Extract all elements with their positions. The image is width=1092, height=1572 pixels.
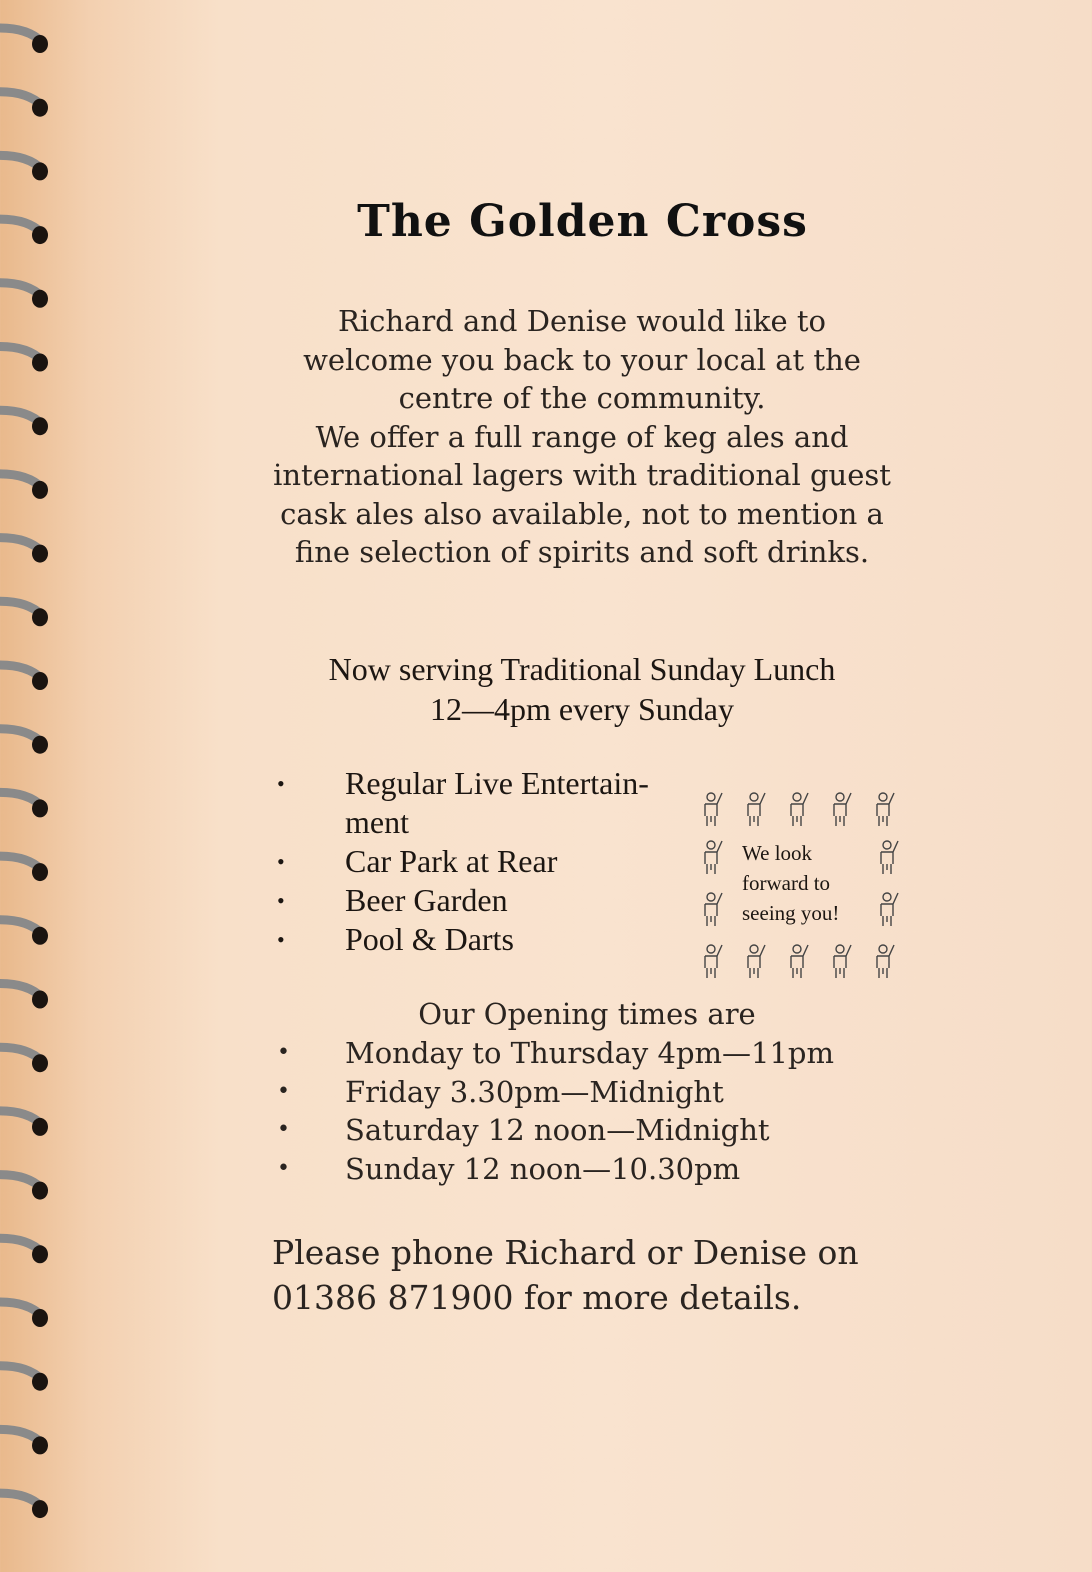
waving-person-icon <box>872 790 898 828</box>
binding-hole <box>32 35 48 53</box>
binding-hole <box>32 1118 48 1136</box>
binding-hole <box>32 481 48 499</box>
opening-times-heading: Our Opening times are <box>418 997 756 1031</box>
binding-hole <box>32 545 48 563</box>
list-item <box>272 764 692 842</box>
contact-line: Please phone Richard or Denise on <box>272 1233 859 1272</box>
waving-person-icon <box>743 790 769 828</box>
intro-line: cask ales also available, not to mention a <box>280 496 884 531</box>
list-item <box>272 1034 912 1073</box>
binding-hole <box>32 927 48 945</box>
waving-person-icon <box>700 838 726 876</box>
bullet: • <box>277 771 285 796</box>
list-item <box>272 881 692 920</box>
list-item <box>272 1150 912 1189</box>
waving-person-icon <box>829 942 855 980</box>
feature-text: Pool & Darts <box>345 921 514 957</box>
binding-hole <box>32 1309 48 1327</box>
welcome-line: We look <box>742 841 813 865</box>
intro-line: welcome you back to your local at the <box>303 342 861 377</box>
welcome-line: forward to <box>742 871 831 895</box>
binding-hole <box>32 99 48 117</box>
binding-hole <box>32 863 48 881</box>
waving-person-icon <box>786 790 812 828</box>
contact-line: 01386 871900 for more details. <box>272 1278 802 1317</box>
hours-text: Saturday 12 noon—Midnight <box>345 1113 770 1147</box>
waving-person-icon <box>876 890 902 928</box>
binding-hole <box>32 290 48 308</box>
binding-hole <box>32 608 48 626</box>
list-item <box>272 1073 912 1112</box>
feature-text: Beer Garden <box>345 882 508 918</box>
waving-person-icon <box>829 790 855 828</box>
bullet: • <box>277 888 285 913</box>
welcome-line: seeing you! <box>742 901 840 925</box>
bullet: • <box>277 849 285 874</box>
features-list <box>272 764 692 959</box>
bullet: • <box>277 1040 290 1065</box>
waving-person-icon <box>700 942 726 980</box>
intro-line: Richard and Denise would like to <box>338 304 826 338</box>
lunch-line: 12—4pm every Sunday <box>430 691 734 727</box>
binding-hole <box>32 672 48 690</box>
lunch-line: Now serving Traditional Sunday Lunch <box>328 651 836 687</box>
hours-text: Sunday 12 noon—10.30pm <box>345 1151 741 1186</box>
welcome-message <box>742 838 877 928</box>
waving-person-icon <box>876 838 902 876</box>
binding-hole <box>32 354 48 372</box>
binding-hole <box>32 1436 48 1454</box>
binding-hole <box>32 1054 48 1072</box>
page-title: The Golden Cross <box>357 196 808 247</box>
binding-hole <box>32 1500 48 1518</box>
binding-hole <box>32 417 48 435</box>
waving-person-icon <box>786 942 812 980</box>
bullet: • <box>277 927 285 952</box>
binding-hole <box>32 799 48 817</box>
hours-text: Friday 3.30pm—Midnight <box>345 1074 724 1109</box>
waving-person-icon <box>700 890 726 928</box>
binding-hole <box>32 736 48 754</box>
contact-info <box>272 1230 972 1320</box>
list-item <box>272 842 692 881</box>
list-item <box>272 1111 912 1150</box>
intro-line: international lagers with traditional guest <box>273 458 891 492</box>
binding-hole <box>32 991 48 1009</box>
intro-line: We offer a full range of keg ales and <box>315 419 849 454</box>
intro-line: fine selection of spirits and soft drinks. <box>294 535 870 569</box>
list-item <box>272 920 692 959</box>
bullet: • <box>277 1117 290 1142</box>
hours-text: Monday to Thursday 4pm—11pm <box>345 1036 834 1070</box>
intro-line: centre of the community. <box>398 381 766 415</box>
waving-person-icon <box>700 790 726 828</box>
opening-hours-list <box>272 1034 912 1188</box>
binding-hole <box>32 1182 48 1200</box>
bullet: • <box>277 1155 290 1181</box>
sunday-lunch-notice <box>262 649 902 729</box>
binding-hole <box>32 1373 48 1391</box>
binding-hole <box>32 162 48 180</box>
waving-person-icon <box>872 942 898 980</box>
waving-person-icon <box>743 942 769 980</box>
feature-text: Regular Live Entertain- ment <box>345 765 649 840</box>
feature-text: Car Park at Rear <box>345 843 558 879</box>
intro-paragraph <box>262 302 902 572</box>
bullet: • <box>277 1078 290 1104</box>
binding-hole <box>32 1245 48 1263</box>
